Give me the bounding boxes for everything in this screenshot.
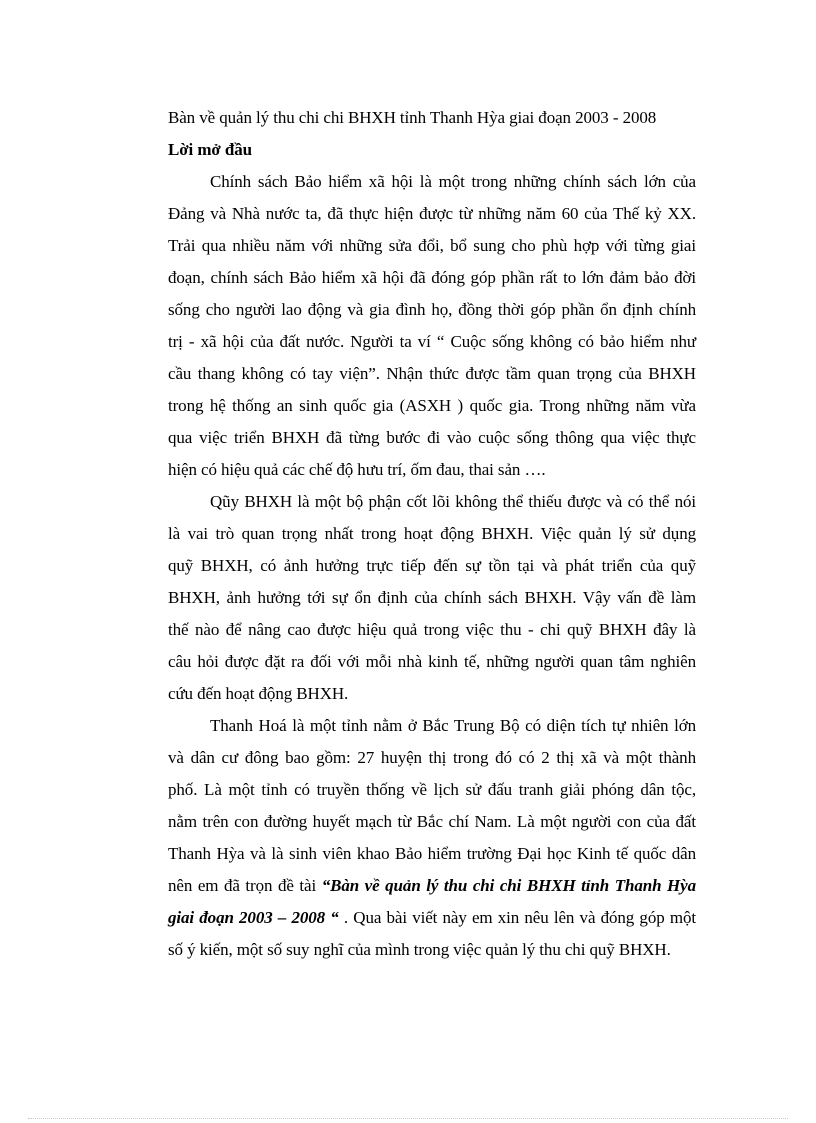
- section-heading: Lời mở đầu: [168, 140, 252, 159]
- text-line: phố. Là một tỉnh có truyền thống về lịch sử đấu tranh giải phóng dân tộc,: [168, 780, 696, 799]
- text-span: nên em đã trọn đề tài: [168, 876, 322, 895]
- text-line: Chính sách Bảo hiểm xã hội là một trong những chính sách lớn của: [210, 172, 696, 191]
- text-line: Đảng và Nhà nước ta, đã thực hiện được từ những năm 60 của Thế kỷ XX.: [168, 204, 696, 223]
- text-line: là vai trò quan trọng nhất trong hoạt động BHXH. Việc quản lý sử dụng: [168, 524, 696, 543]
- text-line: và dân cư đông bao gồm: 27 huyện thị trong đó có 2 thị xã và một thành: [168, 748, 696, 767]
- text-line: câu hỏi được đặt ra đối với mỗi nhà kinh tế, những người quan tâm nghiên: [168, 652, 696, 671]
- text-line: nằm trên con đường huyết mạch từ Bắc chí Nam. Là một người con của đất: [168, 812, 696, 831]
- paragraph-3: [168, 710, 696, 966]
- document-body: [168, 102, 696, 966]
- text-line: cầu thang không có tay viện”. Nhận thức được tầm quan trọng của BHXH: [168, 364, 696, 383]
- page-bottom-divider: [28, 1118, 788, 1119]
- text-line: trong hệ thống an sinh quốc gia (ASXH ) quốc gia. Trong những năm vừa: [168, 396, 696, 415]
- text-line: cứu đến hoạt động BHXH.: [168, 684, 349, 703]
- text-line: Qũy BHXH là một bộ phận cốt lõi không thể thiếu được và có thể nói: [210, 492, 696, 511]
- paragraph-2: [168, 486, 696, 710]
- text-line: đoạn, chính sách Bảo hiểm xã hội đã đóng góp phần rất to lớn đảm bảo đời: [168, 268, 696, 287]
- paragraph-1: [168, 166, 696, 486]
- text-line: thế nào để nâng cao được hiệu quả trong việc thu - chi quỹ BHXH đây là: [168, 620, 696, 639]
- text-line: BHXH, ảnh hưởng tới sự ổn định của chính sách BHXH. Vậy vấn đề làm: [168, 588, 696, 607]
- text-line: số ý kiến, một số suy nghĩ của mình trong việc quản lý thu chi quỹ BHXH.: [168, 940, 671, 959]
- text-line: Thanh Hoá là một tỉnh nằm ở Bắc Trung Bộ có diện tích tự nhiên lớn: [210, 716, 696, 735]
- text-line-topic: [168, 902, 696, 934]
- text-line: qua việc triển BHXH đã từng bước đi vào cuộc sống thông qua việc thực: [168, 428, 696, 447]
- text-line: trị - xã hội của đất nước. Người ta ví “ Cuộc sống không có bảo hiểm như: [168, 332, 696, 351]
- document-header: Bàn về quản lý thu chi chi BHXH tỉnh Thanh Hỳa giai đoạn 2003 - 2008: [168, 108, 657, 127]
- text-line: sống cho người lao động và gia đình họ, đồng thời góp phần ổn định chính: [168, 300, 696, 319]
- text-span: . Qua bài viết này em xin nêu lên và đóng góp một: [338, 908, 696, 927]
- text-line: Trải qua nhiều năm với những sửa đổi, bổ sung cho phù hợp với từng giai: [168, 236, 696, 255]
- thesis-title-part-2: giai đoạn 2003 – 2008 “: [168, 908, 339, 927]
- thesis-title-part-1: “Bàn về quản lý thu chi chi BHXH tỉnh Thanh Hỳa: [321, 876, 696, 895]
- text-line: quỹ BHXH, có ảnh hưởng trực tiếp đến sự tồn tại và phát triển của quỹ: [168, 556, 696, 575]
- text-line-topic: [168, 870, 696, 902]
- text-line: hiện có hiệu quả các chế độ hưu trí, ốm đau, thai sản ….: [168, 460, 546, 479]
- text-line: Thanh Hỳa và là sinh viên khao Bảo hiểm trường Đại học Kinh tế quốc dân: [168, 844, 696, 863]
